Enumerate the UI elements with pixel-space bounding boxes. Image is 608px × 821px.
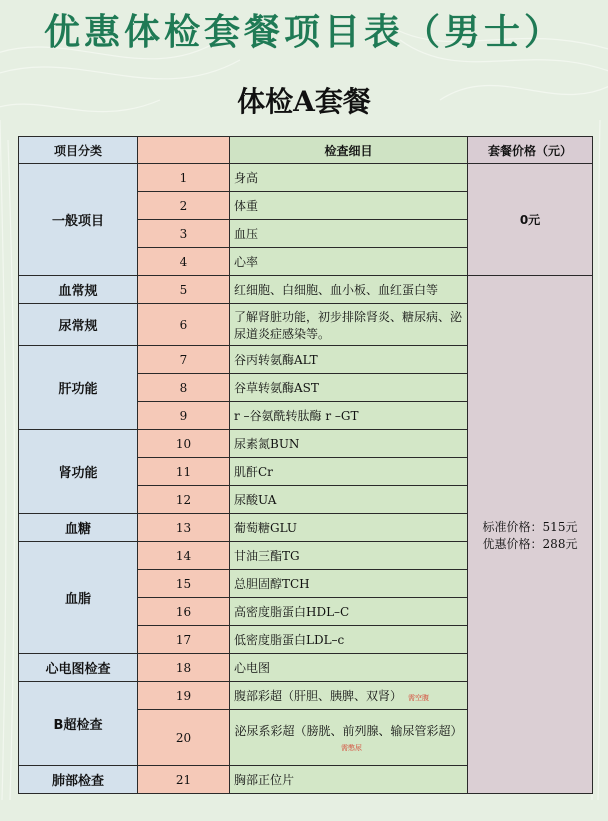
item-detail: 胸部正位片 bbox=[230, 766, 468, 794]
item-number: 12 bbox=[138, 486, 230, 514]
item-detail: 低密度脂蛋白LDL–c bbox=[230, 626, 468, 654]
item-detail: 心率 bbox=[230, 248, 468, 276]
item-detail: 红细胞、白细胞、血小板、血红蛋白等 bbox=[230, 276, 468, 304]
table-row bbox=[19, 276, 593, 304]
item-detail: 谷草转氨酶AST bbox=[230, 374, 468, 402]
item-number: 17 bbox=[138, 626, 230, 654]
item-detail: 肌酐Cr bbox=[230, 458, 468, 486]
item-detail-text: 泌尿系彩超（膀胱、前列腺、输尿管彩超） bbox=[234, 724, 463, 738]
category-ecg: 心电图检查 bbox=[19, 654, 138, 682]
table-row bbox=[19, 164, 593, 192]
fasting-note: 需空腹 bbox=[408, 694, 430, 702]
header-number bbox=[138, 137, 230, 164]
price-standard: 标准价格：515元 bbox=[482, 519, 578, 534]
item-detail: 体重 bbox=[230, 192, 468, 220]
item-number: 16 bbox=[138, 598, 230, 626]
item-detail: 身高 bbox=[230, 164, 468, 192]
item-number: 18 bbox=[138, 654, 230, 682]
item-detail: 高密度脂蛋白HDL–C bbox=[230, 598, 468, 626]
package-title: 体检A套餐 bbox=[237, 85, 371, 118]
hold-urine-note: 需憋尿 bbox=[341, 744, 362, 752]
item-detail bbox=[230, 710, 468, 766]
item-detail: 心电图 bbox=[230, 654, 468, 682]
item-number: 2 bbox=[138, 192, 230, 220]
item-detail: 甘油三酯TG bbox=[230, 542, 468, 570]
item-number: 1 bbox=[138, 164, 230, 192]
item-detail: 谷丙转氨酶ALT bbox=[230, 346, 468, 374]
header-category: 项目分类 bbox=[19, 137, 138, 164]
item-number: 5 bbox=[138, 276, 230, 304]
item-number: 15 bbox=[138, 570, 230, 598]
page-title: 优惠体检套餐项目表（男士） bbox=[43, 12, 564, 53]
item-number: 3 bbox=[138, 220, 230, 248]
item-detail: 总胆固醇TCH bbox=[230, 570, 468, 598]
item-detail: 葡萄糖GLU bbox=[230, 514, 468, 542]
item-detail: 血压 bbox=[230, 220, 468, 248]
item-number: 13 bbox=[138, 514, 230, 542]
item-number: 20 bbox=[138, 710, 230, 766]
item-number: 6 bbox=[138, 304, 230, 346]
item-number: 7 bbox=[138, 346, 230, 374]
category-b-ultrasound: B超检查 bbox=[19, 682, 138, 766]
item-detail: 尿酸UA bbox=[230, 486, 468, 514]
item-number: 4 bbox=[138, 248, 230, 276]
item-number: 10 bbox=[138, 430, 230, 458]
category-urine-routine: 尿常规 bbox=[19, 304, 138, 346]
item-number: 8 bbox=[138, 374, 230, 402]
item-detail: 尿素氮BUN bbox=[230, 430, 468, 458]
category-kidney-function: 肾功能 bbox=[19, 430, 138, 514]
package-table bbox=[18, 136, 593, 794]
item-number: 14 bbox=[138, 542, 230, 570]
header-item: 检查细目 bbox=[230, 137, 468, 164]
category-blood-lipids: 血脂 bbox=[19, 542, 138, 654]
category-blood-sugar: 血糖 bbox=[19, 514, 138, 542]
item-number: 21 bbox=[138, 766, 230, 794]
category-lung-check: 肺部检查 bbox=[19, 766, 138, 794]
item-detail bbox=[230, 682, 468, 710]
item-number: 11 bbox=[138, 458, 230, 486]
header-price: 套餐价格（元） bbox=[468, 137, 593, 164]
price-package bbox=[468, 276, 593, 794]
category-liver-function: 肝功能 bbox=[19, 346, 138, 430]
item-number: 9 bbox=[138, 402, 230, 430]
item-detail-text: 腹部彩超（肝胆、胰脾、双肾） bbox=[234, 689, 403, 703]
price-general: 0元 bbox=[468, 164, 593, 276]
category-general: 一般项目 bbox=[19, 164, 138, 276]
price-discount: 优惠价格：288元 bbox=[482, 536, 578, 551]
item-detail: 了解肾脏功能，初步排除肾炎、糖尿病、泌尿道炎症感染等。 bbox=[230, 304, 468, 346]
item-number: 19 bbox=[138, 682, 230, 710]
category-blood-routine: 血常规 bbox=[19, 276, 138, 304]
item-detail: r –谷氨酰转肽酶 r –GT bbox=[230, 402, 468, 430]
